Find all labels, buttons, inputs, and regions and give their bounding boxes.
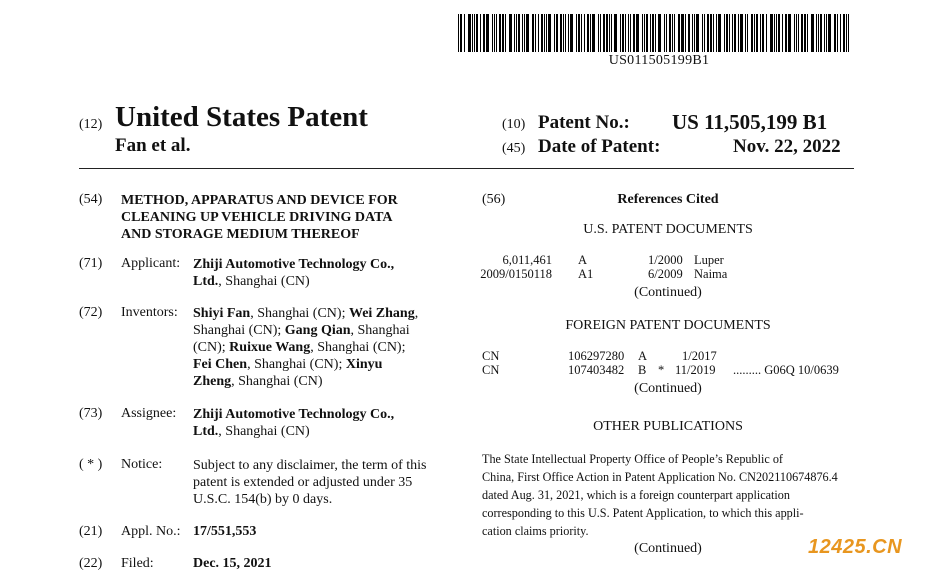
applicant-name-2: Ltd. (193, 274, 219, 289)
barcode-bar (818, 14, 819, 52)
barcode-bar (526, 14, 529, 52)
barcode-bar (798, 14, 799, 52)
barcode-bar (600, 14, 601, 52)
barcode-bar (794, 14, 795, 52)
barcode-bar (788, 14, 791, 52)
barcode-bar (848, 14, 849, 52)
inventors-label: Inventors: (121, 305, 178, 320)
barcode-bar (692, 14, 693, 52)
barcode-bar (646, 14, 648, 52)
us-docs-continued: (Continued) (634, 285, 702, 300)
barcode-bar (824, 14, 825, 52)
barcode-bar (696, 14, 699, 52)
barcode-bar (710, 14, 712, 52)
us-doc-row (482, 267, 854, 281)
barcode-bar (570, 14, 573, 52)
barcode-bar (751, 14, 753, 52)
doc-class: ......... G06Q 10/0639 (733, 363, 839, 377)
barcode-bar (734, 14, 736, 52)
barcode-bar (598, 14, 599, 52)
code-56: (56) (482, 192, 506, 207)
barcode-bar (828, 14, 831, 52)
barcode-bar (544, 14, 545, 52)
inventor-loc: (CN); (193, 340, 230, 355)
inventor-name: Wei Zhang (348, 306, 415, 321)
inventor-loc: , Shanghai (CN); (247, 357, 346, 372)
barcode-bar (807, 14, 808, 52)
doc-date: 6/2009 (648, 267, 683, 281)
barcode-bar (611, 14, 612, 52)
barcode-bar (472, 14, 473, 52)
barcode-bar (592, 14, 595, 52)
barcode-bar (603, 14, 605, 52)
barcode-bar (745, 14, 746, 52)
authors: Fan et al. (115, 135, 191, 156)
publication-line: The State Intellectual Property Office of People’s Republic of (482, 452, 783, 466)
foreign-docs-title: FOREIGN PATENT DOCUMENTS (565, 318, 771, 333)
doc-number: 107403482 (568, 363, 625, 377)
barcode-bar (476, 14, 478, 52)
barcode-bar (609, 14, 610, 52)
barcode-bar (565, 14, 566, 52)
barcode-bar (563, 14, 564, 52)
assignee-label: Assignee: (121, 406, 177, 421)
barcode-bar (633, 14, 635, 52)
barcode-bar (650, 14, 651, 52)
barcode-bar (576, 14, 577, 52)
patent-date: Nov. 22, 2022 (733, 136, 841, 157)
code-71: (71) (79, 256, 103, 271)
notice-text (193, 457, 455, 508)
us-docs-title: U.S. PATENT DOCUMENTS (583, 222, 753, 237)
barcode-bar (516, 14, 517, 52)
date-label: Date of Patent: (538, 136, 661, 157)
barcode-bar (541, 14, 543, 52)
doc-star: * (658, 363, 665, 377)
applicant-value (193, 256, 453, 290)
filed-label: Filed: (121, 556, 154, 571)
barcode-bar (843, 14, 845, 52)
doc-number: 6,011,461 (502, 253, 552, 267)
barcode-bar (625, 14, 626, 52)
invention-title (121, 192, 451, 243)
doc-kind: B (638, 363, 647, 377)
header-rule (79, 168, 854, 169)
barcode-bar (509, 14, 512, 52)
barcode-bar (713, 14, 714, 52)
barcode-bar (770, 14, 773, 52)
barcode-bar (774, 14, 775, 52)
barcode-bar (538, 14, 539, 52)
barcode-bar (846, 14, 847, 52)
doc-kind: A1 (578, 267, 594, 281)
barcode-bar (505, 14, 506, 52)
barcode-bar (644, 14, 645, 52)
barcode-bar (747, 14, 748, 52)
appl-no-label: Appl. No.: (121, 524, 181, 539)
barcode-bar (785, 14, 787, 52)
barcode-bar (681, 14, 684, 52)
barcode-bar (762, 14, 764, 52)
inventor-loc: , Shanghai (CN); (250, 306, 349, 321)
applicant-name: Zhiji Automotive Technology Co., (193, 257, 395, 272)
barcode-bar (554, 14, 555, 52)
barcode-bar (760, 14, 761, 52)
barcode-bar (688, 14, 690, 52)
assignee-name-2: Ltd. (193, 424, 219, 439)
other-publications-title: OTHER PUBLICATIONS (593, 419, 743, 434)
barcode-bar (480, 14, 481, 52)
appl-no-value: 17/551,553 (193, 524, 257, 539)
barcode-bar (740, 14, 743, 52)
doc-kind: A (638, 349, 648, 363)
barcode-bar (630, 14, 631, 52)
barcode-bar (606, 14, 608, 52)
barcode-bar (672, 14, 673, 52)
publication-line: dated Aug. 31, 2021, which is a foreign counterpart application (482, 488, 790, 502)
barcode-bar (666, 14, 667, 52)
barcode-bar (732, 14, 733, 52)
barcode-bar (826, 14, 827, 52)
notice-line: U.S.C. 154(b) by 0 days. (193, 492, 333, 507)
other-publications-text (482, 450, 854, 540)
doc-kind: A (578, 253, 588, 267)
barcode-bar (492, 14, 493, 52)
doc-date: 11/2019 (675, 363, 716, 377)
code-54: (54) (79, 192, 103, 207)
inventor-name: Fei Chen (193, 357, 248, 372)
barcode-bar (820, 14, 822, 52)
barcode-bar (702, 14, 703, 52)
notice-line: patent is extended or adjusted under 35 (193, 475, 413, 490)
barcode-bar (778, 14, 780, 52)
barcode-bar (685, 14, 686, 52)
watermark-logo: 12425.CN (808, 536, 903, 558)
patent-title: United States Patent (115, 101, 368, 133)
publication-line: China, First Office Action in Patent Application No. CN202110674876.4 (482, 470, 838, 484)
inventor-loc: , Shanghai (CN); (310, 340, 406, 355)
barcode-bar (474, 14, 475, 52)
barcode-bar (522, 14, 523, 52)
inventor-name: Xinyu (345, 357, 383, 372)
barcode-bar (468, 14, 471, 52)
title-line: CLEANING UP VEHICLE DRIVING DATA (121, 210, 393, 225)
assignee-name: Zhiji Automotive Technology Co., (193, 407, 395, 422)
foreign-docs-table (482, 349, 854, 377)
barcode-bar (584, 14, 585, 52)
applicant-location: , Shanghai (CN) (218, 274, 310, 289)
barcode-bar (483, 14, 485, 52)
other-publications-continued: (Continued) (634, 541, 702, 556)
doc-name: Luper (694, 253, 724, 267)
barcode-bar (766, 14, 767, 52)
barcode-bar (724, 14, 725, 52)
barcode-bar (776, 14, 777, 52)
us-doc-row (482, 253, 854, 267)
doc-date: 1/2000 (648, 253, 683, 267)
barcode-bar (782, 14, 783, 52)
barcode-bar (628, 14, 629, 52)
barcode-bar (678, 14, 680, 52)
barcode-bar (636, 14, 639, 52)
publication-line: corresponding to this U.S. Patent Application, to which this appli- (482, 506, 804, 520)
barcode-bar (837, 14, 838, 52)
barcode-bar (556, 14, 558, 52)
title-line: METHOD, APPARATUS AND DEVICE FOR (121, 193, 398, 208)
barcode-bar (674, 14, 675, 52)
barcode-bar (518, 14, 520, 52)
doc-country: CN (482, 363, 500, 377)
barcode-bar (664, 14, 665, 52)
doc-number: 106297280 (568, 349, 625, 363)
barcode-bar (590, 14, 591, 52)
barcode-bar (669, 14, 671, 52)
code-10: (10) (502, 117, 526, 132)
barcode-bar (578, 14, 580, 52)
barcode-bar (514, 14, 515, 52)
doc-number: 2009/0150118 (480, 267, 552, 281)
foreign-docs-continued: (Continued) (634, 381, 702, 396)
doc-date: 1/2017 (682, 349, 717, 363)
code-72: (72) (79, 305, 103, 320)
doc-country: CN (482, 349, 500, 363)
code-73: (73) (79, 406, 103, 421)
barcode-bar (614, 14, 617, 52)
barcode-bar (652, 14, 654, 52)
barcode-bar (811, 14, 814, 52)
barcode-bar (840, 14, 841, 52)
barcode-bar (524, 14, 525, 52)
barcode-bar (796, 14, 797, 52)
inventor-name: Ruixue Wang (229, 340, 311, 355)
barcode-bar (622, 14, 624, 52)
barcode-bar (754, 14, 755, 52)
us-docs-table (482, 253, 854, 281)
barcode-bar (464, 14, 465, 52)
barcode-bar (460, 14, 462, 52)
barcode-bar (834, 14, 836, 52)
applicant-label: Applicant: (121, 256, 181, 271)
code-notice: ( * ) (79, 457, 103, 472)
barcode-bar (502, 14, 504, 52)
inventor-loc: Shanghai (CN); (193, 323, 285, 338)
inventor-name: Shiyi Fan (193, 306, 251, 321)
assignee-location: , Shanghai (CN) (218, 424, 310, 439)
barcode-number: US011505199B1 (608, 53, 710, 68)
filed-value: Dec. 15, 2021 (193, 556, 272, 571)
doc-name: Naima (694, 267, 728, 281)
patent-no-label: Patent No.: (538, 112, 630, 133)
publication-line: cation claims priority. (482, 524, 589, 538)
inventor-loc: , Shanghai (CN) (231, 374, 323, 389)
code-21: (21) (79, 524, 103, 539)
barcode-bar (718, 14, 721, 52)
barcode-bar (642, 14, 643, 52)
barcode-bar (486, 14, 489, 52)
barcode-bar (704, 14, 705, 52)
barcode-bar (756, 14, 758, 52)
barcode-bar (458, 14, 459, 52)
barcode-bar (581, 14, 582, 52)
barcode-bar (726, 14, 728, 52)
barcode-bar (546, 14, 547, 52)
barcode-bar (694, 14, 695, 52)
barcode-bar (587, 14, 589, 52)
inventors-value (193, 305, 455, 390)
barcode-bar (804, 14, 806, 52)
barcode-bar (658, 14, 661, 52)
foreign-doc-row (482, 363, 854, 377)
barcode-bar (620, 14, 621, 52)
barcode-bar (548, 14, 551, 52)
inventor-name: Gang Qian (284, 323, 351, 338)
barcode-bar (707, 14, 709, 52)
barcode-bar (494, 14, 495, 52)
foreign-doc-row (482, 349, 854, 363)
barcode-bar (568, 14, 569, 52)
inventor-name: Zheng (193, 374, 232, 389)
notice-label: Notice: (121, 457, 163, 472)
inventor-loc: , Shanghai (350, 323, 410, 338)
inventor-loc: , (414, 306, 419, 321)
barcode-bar (535, 14, 536, 52)
code-12: (12) (79, 117, 103, 132)
code-45: (45) (502, 141, 526, 156)
references-title: References Cited (617, 192, 719, 207)
barcode-bar (816, 14, 817, 52)
barcode (458, 14, 856, 52)
barcode-bar (560, 14, 562, 52)
patent-number: US 11,505,199 B1 (672, 110, 828, 134)
barcode-bar (655, 14, 656, 52)
barcode-bar (729, 14, 730, 52)
barcode-bar (499, 14, 501, 52)
code-22: (22) (79, 556, 103, 571)
barcode-bar (716, 14, 717, 52)
title-line: AND STORAGE MEDIUM THEREOF (121, 227, 360, 242)
barcode-bar (532, 14, 534, 52)
notice-line: Subject to any disclaimer, the term of this (193, 458, 427, 473)
assignee-value (193, 406, 453, 440)
barcode-bar (738, 14, 739, 52)
barcode-bar (801, 14, 803, 52)
barcode-bar (496, 14, 497, 52)
